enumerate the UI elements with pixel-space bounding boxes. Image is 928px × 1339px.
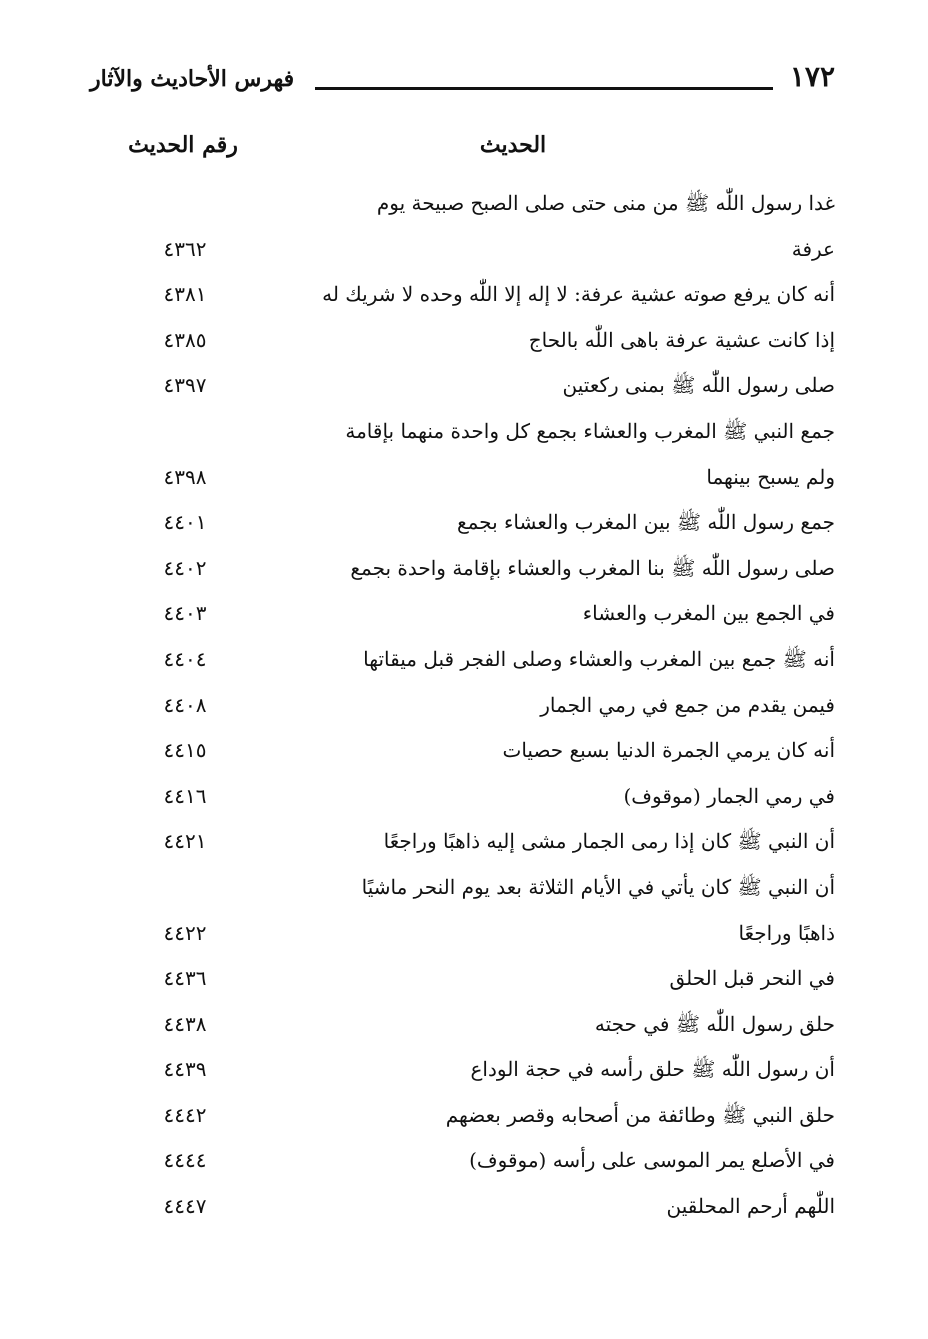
hadith-text: أن رسول اللّٰه ﷺ حلق رأسه في حجة الوداع [470, 1057, 835, 1082]
index-row [100, 319, 835, 365]
column-heading-hadith: الحديث [479, 132, 547, 158]
page-number: ١٧٢ [789, 60, 835, 93]
hadith-text: في الأصلع يمر الموسى على رأسه (موقوف) [469, 1148, 835, 1173]
column-heading-number: رقم الحديث [128, 132, 238, 158]
hadith-number: ٤٤١٥ [163, 738, 207, 763]
hadith-number: ٤٣٨١ [163, 282, 207, 307]
running-title: فهرس الأحاديث والآثار [90, 66, 295, 92]
index-row [100, 1185, 835, 1231]
hadith-text: في رمي الجمار (موقوف) [623, 783, 835, 808]
hadith-index-list [100, 182, 835, 1231]
index-row [100, 912, 835, 958]
hadith-number: ٤٤٢٢ [163, 920, 207, 945]
hadith-number: ٤٣٩٧ [163, 373, 207, 398]
index-row [100, 228, 835, 274]
index-row [100, 638, 835, 684]
hadith-number: ٤٣٦٢ [163, 236, 207, 261]
index-row [100, 729, 835, 775]
hadith-text: فيمن يقدم من جمع في رمي الجمار [540, 692, 835, 717]
hadith-text: أنه كان يرمي الجمرة الدنيا بسبع حصيات [502, 738, 835, 763]
index-row [100, 1003, 835, 1049]
hadith-number: ٤٤٣٦ [163, 966, 207, 991]
header-rule [315, 87, 773, 90]
index-row [100, 592, 835, 638]
index-row [100, 820, 835, 866]
hadith-text: ولم يسبح بينهما [706, 464, 835, 489]
hadith-number: ٤٤١٦ [163, 783, 207, 808]
hadith-number: ٤٤٠٤ [163, 646, 207, 671]
index-row [100, 182, 835, 228]
hadith-text: صلى رسول اللّٰه ﷺ بمنى ركعتين [562, 373, 835, 398]
hadith-number: ٤٤٠٢ [163, 555, 207, 580]
hadith-text: اللّٰهم أرحم المحلقين [666, 1194, 835, 1219]
hadith-number: ٤٤٠٨ [163, 692, 207, 717]
index-row [100, 1094, 835, 1140]
index-row [100, 273, 835, 319]
hadith-text: أن النبي ﷺ كان يأتي في الأيام الثلاثة بعد يوم النحر ماشيًا [361, 874, 835, 899]
hadith-text: أنه ﷺ جمع بين المغرب والعشاء وصلى الفجر قبل ميقاتها [363, 646, 835, 671]
hadith-text: عرفة [791, 236, 835, 261]
index-row [100, 364, 835, 410]
hadith-number: ٤٤٣٩ [163, 1057, 207, 1082]
index-row [100, 775, 835, 821]
hadith-text: ذاهبًا وراجعًا [738, 920, 835, 945]
index-row [100, 866, 835, 912]
index-row [100, 684, 835, 730]
hadith-text: جمع رسول اللّٰه ﷺ بين المغرب والعشاء بجمع [456, 510, 835, 535]
hadith-text: أن النبي ﷺ كان إذا رمى الجمار مشى إليه ذاهبًا وراجعًا [383, 829, 835, 854]
index-row [100, 410, 835, 456]
hadith-number: ٤٤٤٧ [163, 1194, 207, 1219]
hadith-number: ٤٤٠٣ [163, 601, 207, 626]
hadith-text: غدا رسول اللّٰه ﷺ من منى حتى صلى الصبح صبيحة يوم [376, 191, 835, 215]
index-row [100, 456, 835, 502]
hadith-text: صلى رسول اللّٰه ﷺ بنا المغرب والعشاء بإقامة واحدة بجمع [350, 555, 835, 580]
index-row [100, 1139, 835, 1185]
hadith-number: ٤٤٠١ [163, 510, 207, 535]
page-header [90, 60, 835, 104]
index-row [100, 1048, 835, 1094]
hadith-number: ٤٤٤٢ [163, 1102, 207, 1127]
hadith-number: ٤٤٢١ [163, 829, 207, 854]
hadith-text: في الجمع بين المغرب والعشاء [582, 601, 835, 626]
hadith-number: ٤٤٣٨ [163, 1011, 207, 1036]
hadith-text: جمع النبي ﷺ المغرب والعشاء بجمع كل واحدة منهما بإقامة [345, 418, 835, 443]
index-row [100, 547, 835, 593]
hadith-text: أنه كان يرفع صوته عشية عرفة: لا إله إلا اللّٰه وحده لا شريك له [322, 282, 835, 307]
hadith-text: حلق رسول اللّٰه ﷺ في حجته [594, 1011, 835, 1036]
index-row [100, 501, 835, 547]
index-row [100, 957, 835, 1003]
hadith-number: ٤٣٨٥ [163, 327, 207, 352]
hadith-text: حلق النبي ﷺ وطائفة من أصحابه وقصر بعضهم [445, 1102, 835, 1127]
hadith-number: ٤٣٩٨ [163, 464, 207, 489]
hadith-text: إذا كانت عشية عرفة باهى اللّٰه بالحاج [528, 327, 835, 352]
hadith-text: في النحر قبل الحلق [669, 966, 835, 991]
hadith-number: ٤٤٤٤ [163, 1148, 207, 1173]
